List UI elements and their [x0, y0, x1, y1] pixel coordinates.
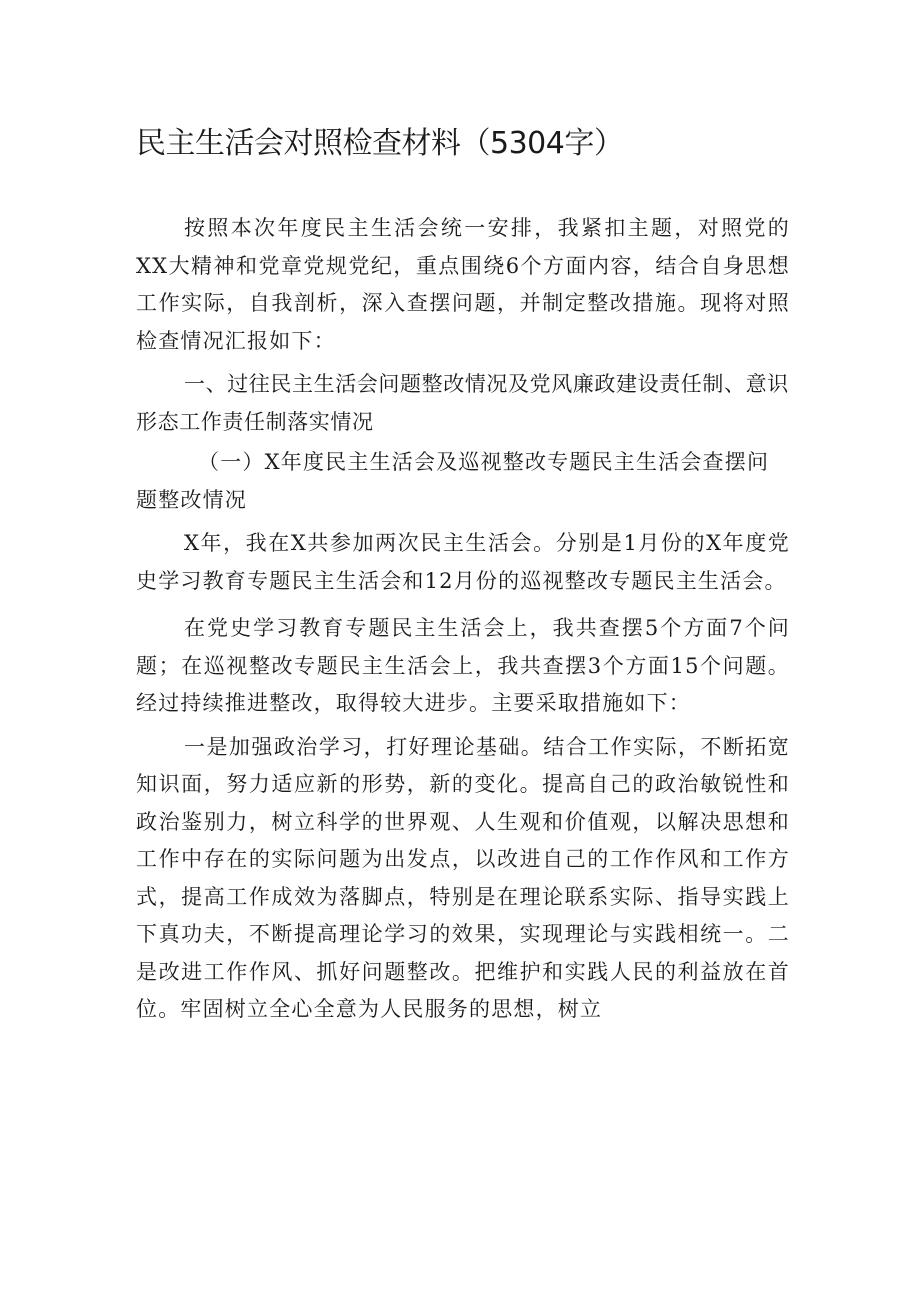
body-paragraph: 一是加强政治学习，打好理论基础。结合工作实际，不断拓宽知识面，努力适应新的形势，新的变化。提高自己的政治敏锐性和政治鉴别力，树立科学的世界观、人生观和价值观，以解决思想和工作中存在的实际问题为出发点，以改进自己的工作作风和工作方式，提高工作成效为落脚点，特别是在理论联系实际、指导实践上下真功夫，不断提高理论学习的效果，实现理论与实践相统一。二是改进工作作风、抓好问题整改。把维护和实践人民的利益放在首位。牢固树立全心全意为人民服务的思想，树立 [136, 734, 790, 1021]
document-page [136, 118, 790, 1029]
body-paragraph: X年，我在X共参加两次民主生活会。分别是1月份的X年度党史学习教育专题民主生活会和12月份的巡视整改专题民主生活会。 [136, 531, 790, 593]
body-paragraph: 在党史学习教育专题民主生活会上，我共查摆5个方面7个问题；在巡视整改专题民主生活会上，我共查摆3个方面15个问题。经过持续推进整改，取得较大进步。主要采取措施如下： [136, 616, 790, 715]
document-title: 民主生活会对照检查材料（5304字） [136, 126, 624, 161]
section-heading: 一、过往民主生活会问题整改情况及党风廉政建设责任制、意识形态工作责任制落实情况 [136, 372, 789, 434]
intro-paragraph: 按照本次年度民主生活会统一安排，我紧扣主题，对照党的XX大精神和党章党规党纪，重点围绕6个方面内容，结合自身思想工作实际，自我剖析，深入查摆问题，并制定整改措施。现将对照检查情况汇报如下： [136, 216, 790, 353]
subsection-heading: （一）X年度民主生活会及巡视整改专题民主生活会查摆问题整改情况 [136, 450, 770, 512]
